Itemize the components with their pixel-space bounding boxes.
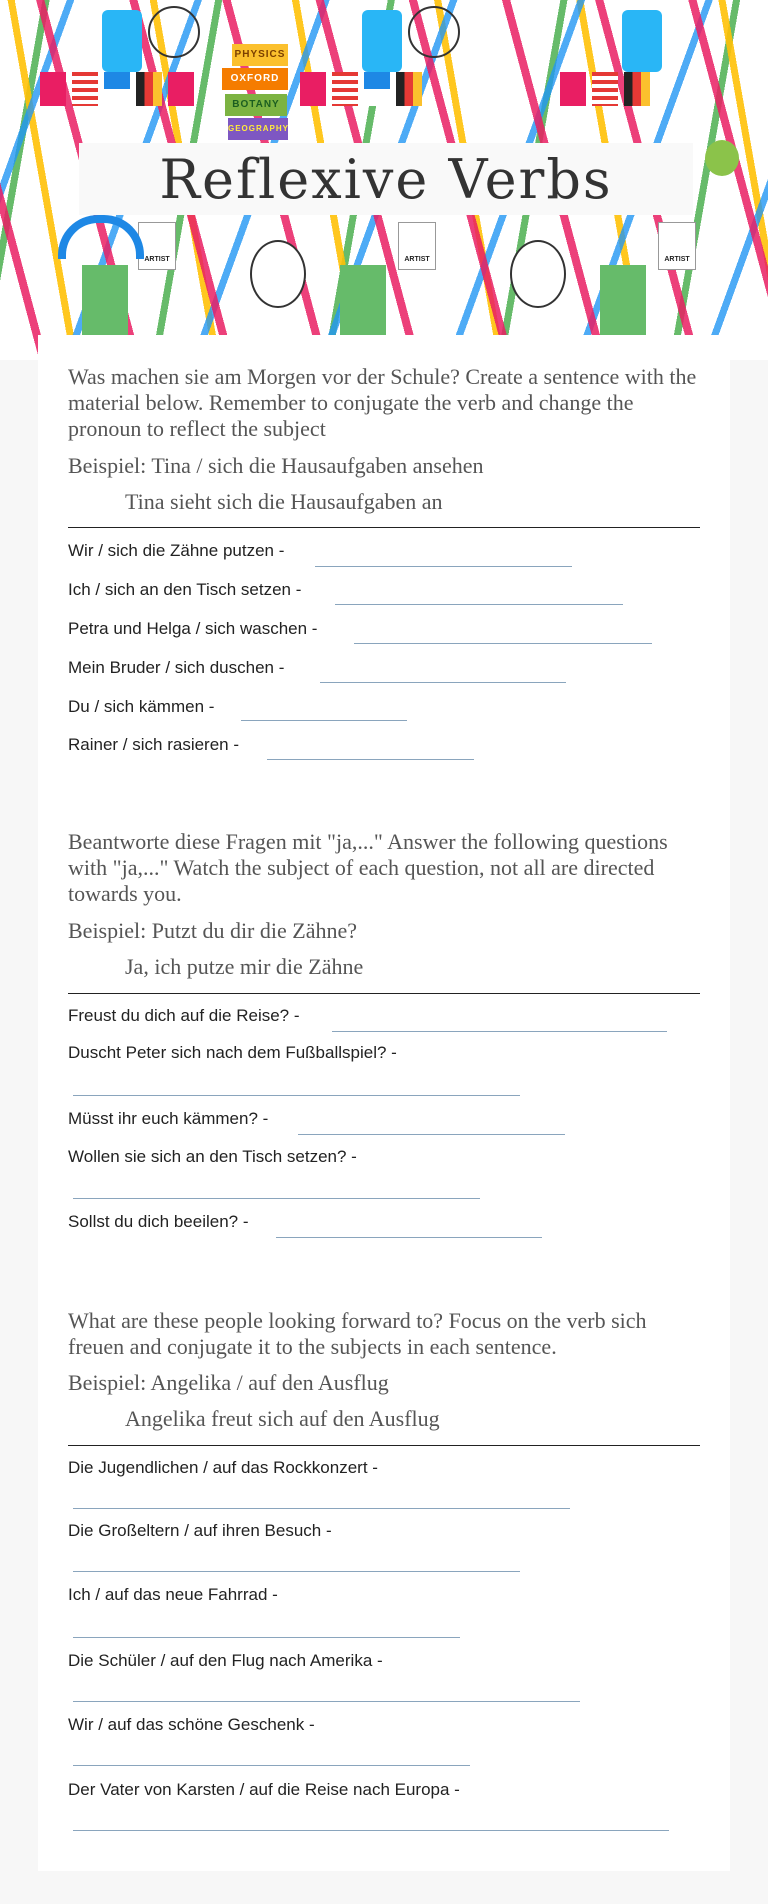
answer-input[interactable] (241, 720, 407, 721)
flag-icon (592, 72, 618, 106)
answer-input[interactable] (354, 643, 652, 644)
answer-input[interactable] (315, 566, 572, 567)
sketchbook-icon (340, 265, 386, 345)
flag-icon (40, 72, 66, 106)
flag-icon (72, 72, 98, 106)
question-prompt: Sollst du dich beeilen? - (68, 1212, 249, 1231)
divider (68, 993, 700, 994)
divider (68, 527, 700, 528)
section2-instructions: Beantworte diese Fragen mit "ja,..." Answer the following questions with "ja,..." Watch the subject of each question, not all are directed towards you. (68, 829, 668, 906)
page-title: Reflexive Verbs (159, 147, 613, 211)
divider (68, 1445, 700, 1446)
question-prompt: Du / sich kämmen - (68, 697, 215, 716)
section1-instructions: Was machen sie am Morgen vor der Schule? Create a sentence with the material below. Remember to conjugate the verb and change the pronoun to reflect the subject (68, 364, 697, 441)
answer-input[interactable] (276, 1237, 542, 1238)
easel-artist-icon (658, 222, 696, 270)
question-prompt: Die Großeltern / auf ihren Besuch - (68, 1521, 332, 1540)
section2-example-answer: Ja, ich putze mir die Zähne (125, 954, 364, 979)
section3-instructions: What are these people looking forward to? Focus on the verb sich freuen and conjugate it to the subjects in each sentence. (68, 1308, 647, 1359)
question-prompt: Die Schüler / auf den Flug nach Amerika - (68, 1651, 383, 1670)
calculator-icon (362, 10, 402, 72)
book-geography: GEOGRAPHY (228, 118, 288, 140)
answer-input[interactable] (320, 682, 566, 683)
section2-example: Beispiel: Putzt du dir die Zähne? (68, 918, 357, 943)
answer-input[interactable] (73, 1701, 580, 1702)
sketchbook-icon (82, 265, 128, 345)
answer-input[interactable] (73, 1095, 520, 1096)
question-prompt: Wir / sich die Zähne putzen - (68, 541, 285, 560)
flag-icon (560, 72, 586, 106)
question-prompt: Die Jugendlichen / auf das Rockkonzert - (68, 1458, 378, 1477)
flag-icon (104, 72, 130, 106)
question-prompt: Wollen sie sich an den Tisch setzen? - (68, 1147, 357, 1166)
easel-artist-icon (398, 222, 436, 270)
palette-icon (510, 240, 566, 308)
question-prompt: Ich / auf das neue Fahrrad - (68, 1585, 278, 1604)
question-prompt: Der Vater von Karsten / auf die Reise nach Europa - (68, 1780, 460, 1799)
sketchbook-icon (600, 265, 646, 345)
flag-icon (332, 72, 358, 106)
section1-example-answer: Tina sieht sich die Hausaufgaben an (125, 489, 443, 514)
question-prompt: Müsst ihr euch kämmen? - (68, 1109, 269, 1128)
question-prompt: Rainer / sich rasieren - (68, 735, 240, 754)
calculator-icon (102, 10, 142, 72)
answer-input[interactable] (73, 1830, 669, 1831)
answer-input[interactable] (73, 1508, 570, 1509)
easel-artist-label: ARTIST (664, 256, 690, 263)
section3-example-answer: Angelika freut sich auf den Ausflug (125, 1406, 440, 1431)
flag-icon (364, 72, 390, 106)
protractor-icon (58, 215, 144, 259)
globe-icon (408, 6, 460, 58)
globe-icon (148, 6, 200, 58)
section3-example: Beispiel: Angelika / auf den Ausflug (68, 1370, 389, 1395)
easel-artist-label: ARTIST (404, 256, 430, 263)
question-prompt: Wir / auf das schöne Geschenk - (68, 1715, 315, 1734)
answer-input[interactable] (298, 1134, 565, 1135)
answer-input[interactable] (335, 604, 623, 605)
answer-input[interactable] (73, 1198, 480, 1199)
question-prompt: Mein Bruder / sich duschen - (68, 658, 285, 677)
answer-input[interactable] (73, 1637, 460, 1638)
book-botany: BOTANY (225, 94, 287, 116)
flag-icon (168, 72, 194, 106)
book-oxford: OXFORD (222, 68, 288, 90)
answer-input[interactable] (73, 1765, 470, 1766)
question-prompt: Ich / sich an den Tisch setzen - (68, 580, 302, 599)
answer-input[interactable] (332, 1031, 667, 1032)
flag-icon (396, 72, 422, 106)
calculator-icon (622, 10, 662, 72)
header-banner (0, 0, 768, 360)
flag-icon (300, 72, 326, 106)
easel-artist-icon (138, 222, 176, 270)
title-box (79, 143, 693, 215)
book-physics: PHYSICS (232, 44, 288, 66)
question-prompt: Petra und Helga / sich waschen - (68, 619, 318, 638)
flag-icon (624, 72, 650, 106)
palette-icon (250, 240, 306, 308)
answer-input[interactable] (73, 1571, 520, 1572)
flag-icon (136, 72, 162, 106)
apple-icon (705, 140, 739, 176)
answer-input[interactable] (267, 759, 474, 760)
section1-example: Beispiel: Tina / sich die Hausaufgaben ansehen (68, 453, 484, 478)
question-prompt: Duscht Peter sich nach dem Fußballspiel? - (68, 1043, 397, 1062)
question-prompt: Freust du dich auf die Reise? - (68, 1006, 300, 1025)
easel-artist-label: ARTIST (144, 256, 170, 263)
